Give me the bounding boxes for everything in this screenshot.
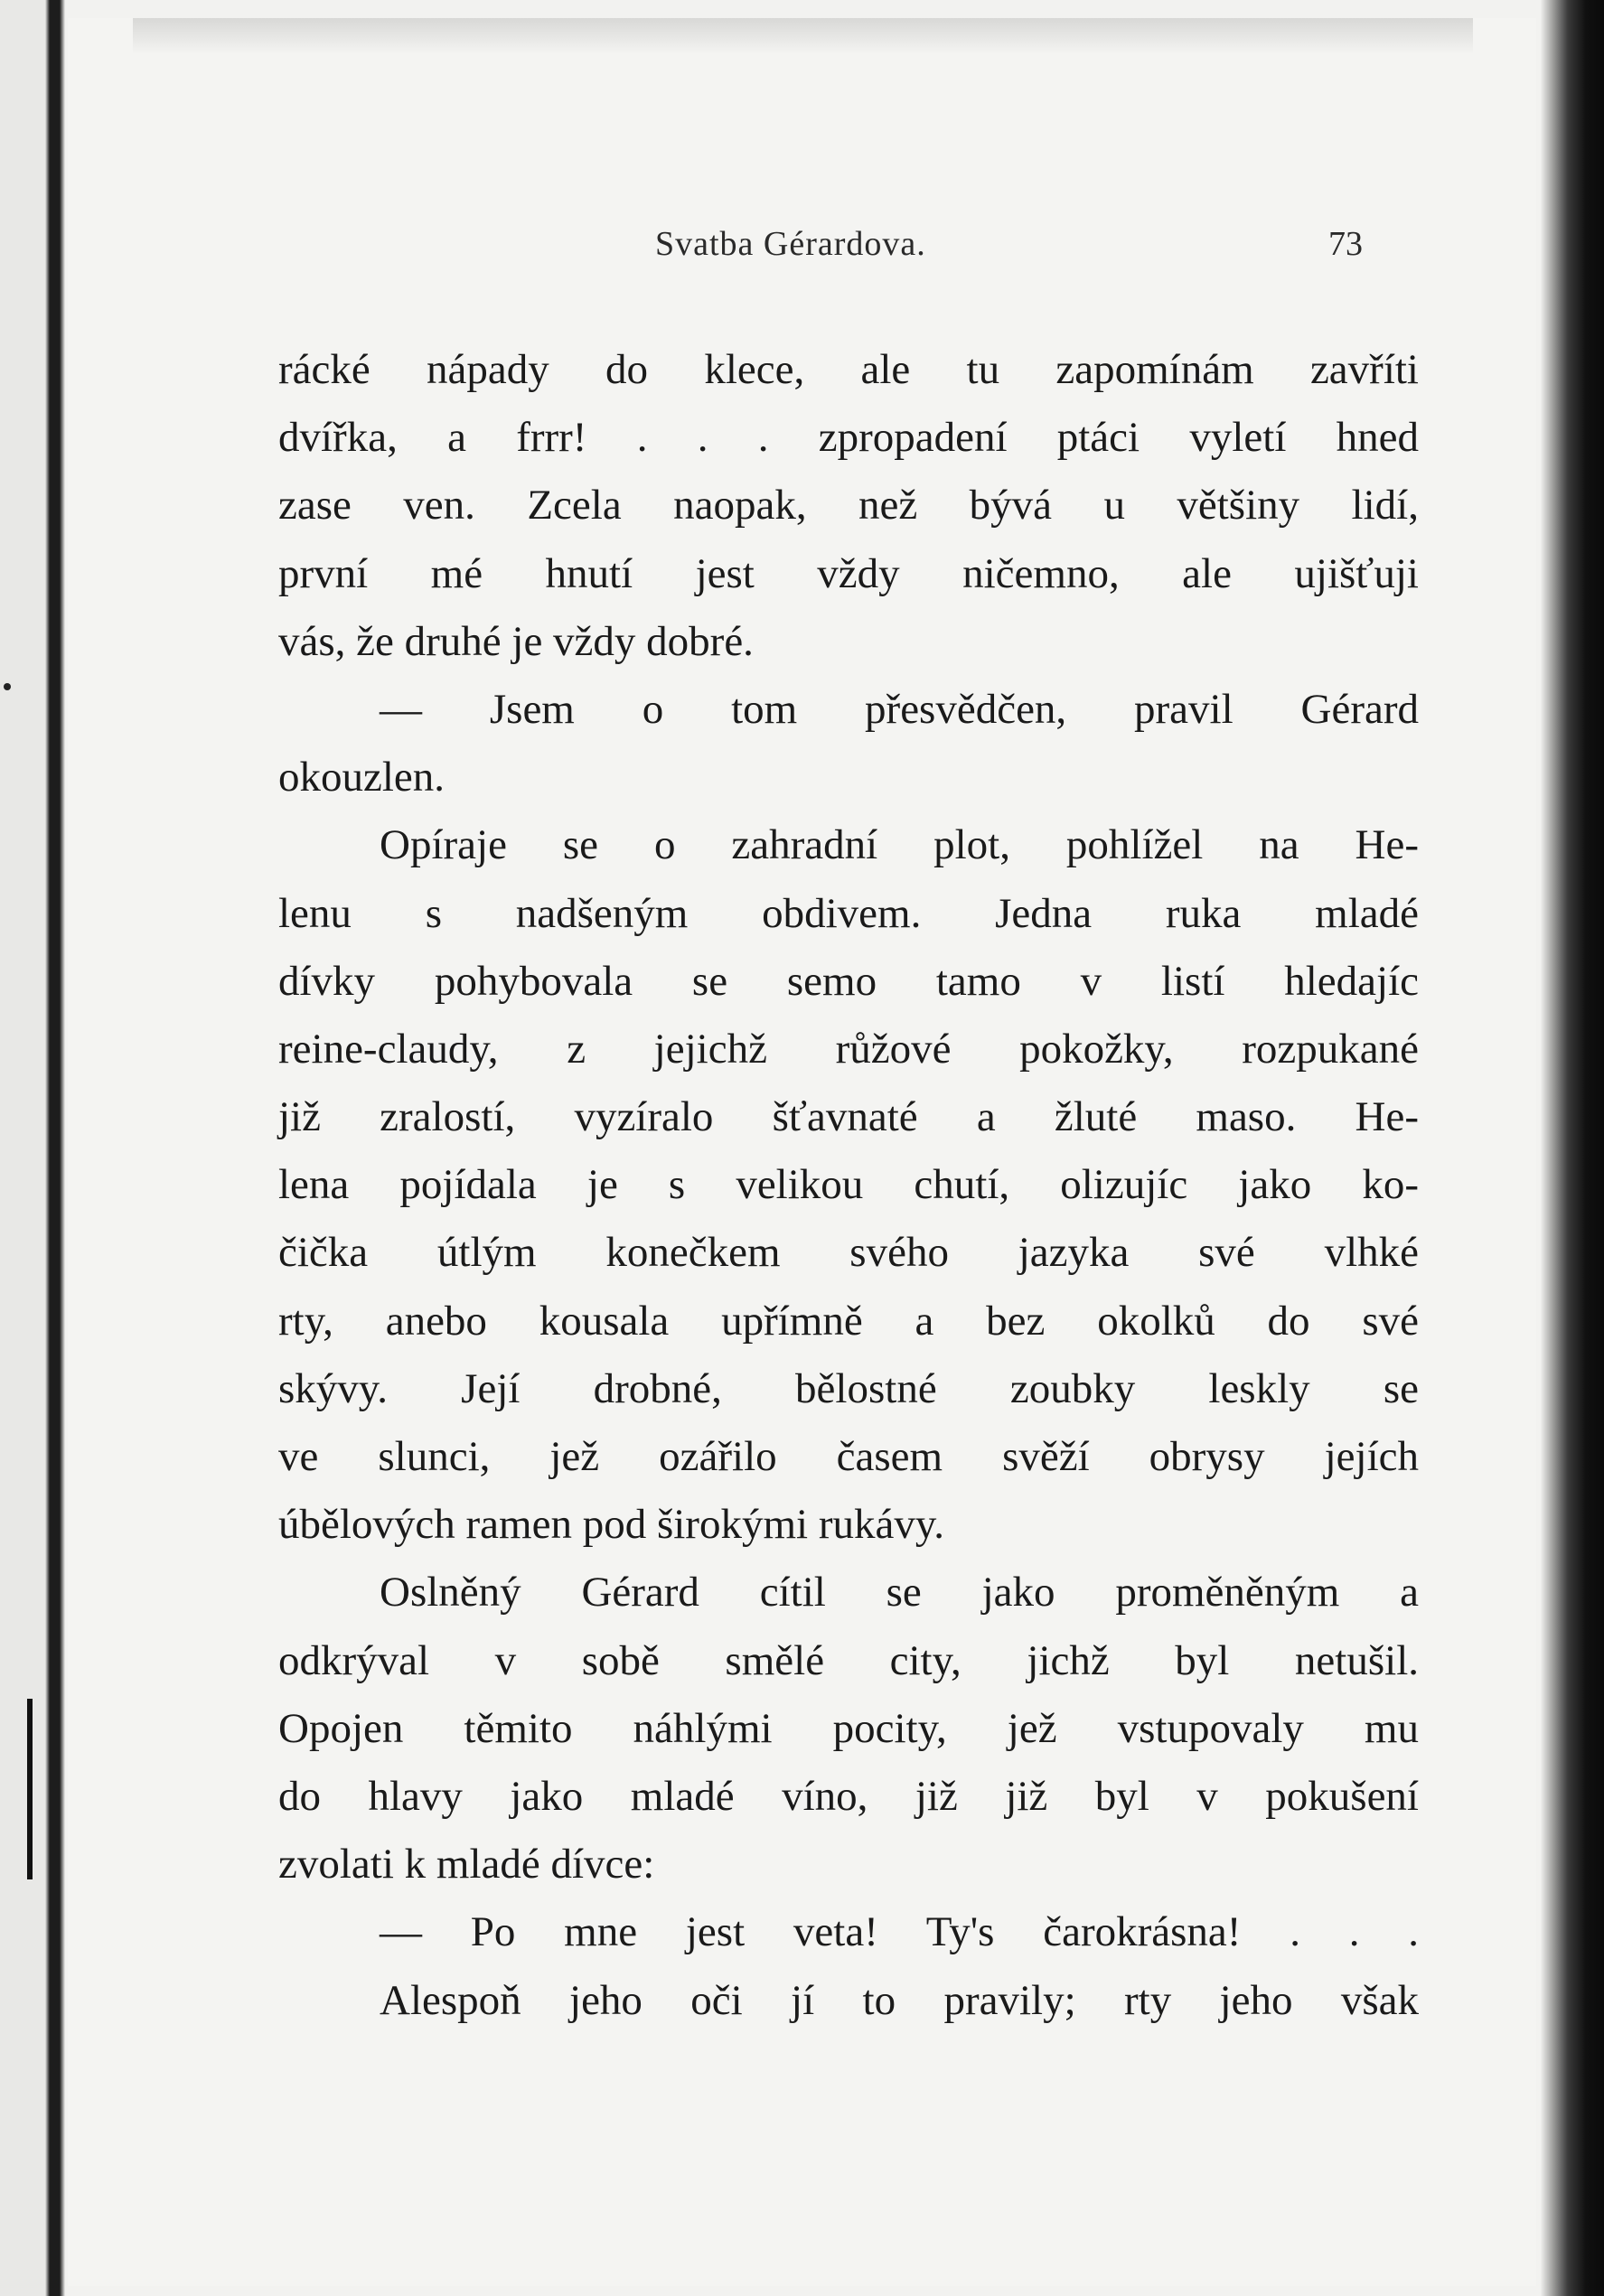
text-line: rty, anebo kousala upřímně a bez okolků do své [278, 1297, 1419, 1345]
text-line: lenu s nadšeným obdivem. Jedna ruka mladé [278, 889, 1419, 937]
text-line: Alespoň jeho oči jí to pravily; rty jeho však [380, 1976, 1419, 2024]
text-line: dvířka, a frrr! . . . zpropadení ptáci vyletí hned [278, 414, 1419, 462]
text-line: Opojen těmito náhlými pocity, jež vstupovaly mu [278, 1704, 1419, 1752]
text-line: okouzlen. [278, 754, 446, 801]
text-line: do hlavy jako mladé víno, již již byl v pokušení [278, 1772, 1419, 1820]
text-line: dívky pohybovala se semo tamo v listí hledajíc [278, 957, 1419, 1005]
text-line: první mé hnutí jest vždy ničemno, ale ujišťuji [278, 549, 1419, 597]
running-title: Svatba Gérardova. [655, 225, 926, 263]
text-line: Opíraje se o zahradní plot, pohlížel na He- [380, 821, 1419, 869]
text-line: úbělových ramen pod širokými rukávy. [278, 1501, 945, 1549]
page-top-shadow [133, 18, 1473, 54]
text-line: rácké nápady do klece, ale tu zapomínám zavříti [278, 346, 1419, 393]
gutter-mark [27, 1699, 33, 1879]
text-line: zvolati k mladé dívce: [278, 1841, 655, 1888]
text-line: zase ven. Zcela naopak, než bývá u většiny lidí, [278, 482, 1419, 529]
text-line: ve slunci, jež ozářilo časem svěží obrysy jejích [278, 1433, 1419, 1480]
book-gutter-edge [0, 0, 65, 2296]
page-number: 73 [1328, 225, 1363, 263]
body-text [278, 336, 1419, 2035]
book-page [68, 18, 1536, 2286]
text-line: lena pojídala je s velikou chutí, olizujíc jako ko- [278, 1161, 1419, 1209]
text-line: — Jsem o tom přesvědčen, pravil Gérard [380, 685, 1419, 733]
margin-speck [4, 683, 11, 690]
running-head [68, 224, 1536, 275]
text-line: skývy. Její drobné, bělostné zoubky leskly se [278, 1364, 1419, 1412]
text-line: reine-claudy, z jejichž růžové pokožky, rozpukané [278, 1025, 1419, 1073]
text-line: — Po mne jest veta! Ty's čarokrásna! . . . [380, 1908, 1419, 1956]
text-line: čička útlým konečkem svého jazyka své vlhké [278, 1229, 1419, 1277]
text-line: již zralostí, vyzíralo šťavnaté a žluté maso. He- [278, 1093, 1419, 1141]
text-line: odkrýval v sobě smělé city, jichž byl netušil. [278, 1636, 1419, 1684]
book-outer-edge [1541, 0, 1604, 2296]
text-line: Oslněný Gérard cítil se jako proměněným a [380, 1569, 1419, 1617]
text-line: vás, že druhé je vždy dobré. [278, 617, 754, 665]
